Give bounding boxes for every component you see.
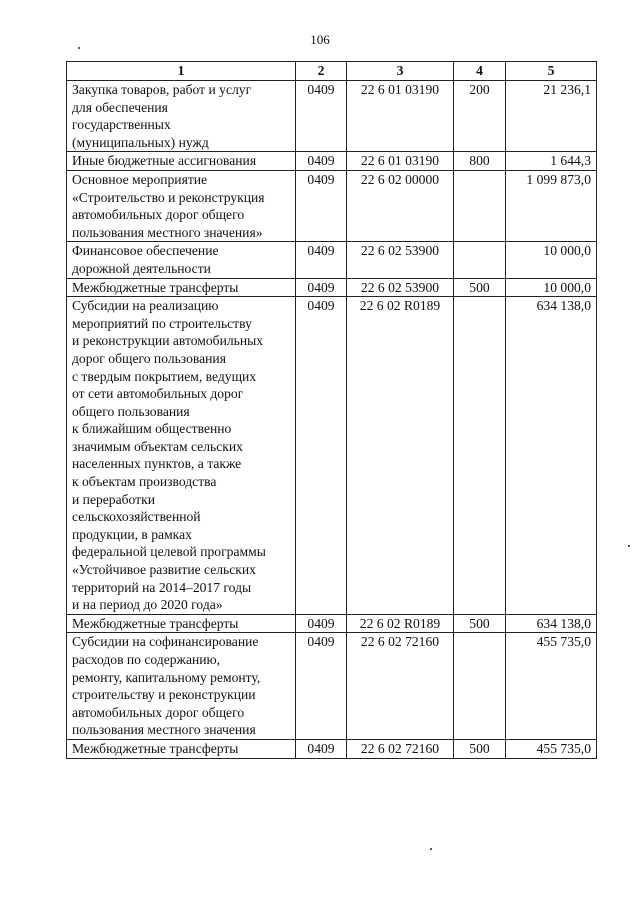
expense-name-cell (67, 81, 296, 152)
target-code-cell: 22 6 01 03190 (347, 81, 454, 152)
amount-cell: 634 138,0 (506, 297, 597, 615)
expense-name-cell (67, 278, 296, 297)
budget-table (66, 61, 597, 759)
expense-name-line: автомобильных дорог общего (72, 704, 245, 720)
expense-name-line: «Устойчивое развитие сельских (72, 562, 256, 578)
expense-type-cell: 500 (454, 278, 506, 297)
expense-name-cell (67, 739, 296, 758)
expense-name-line: федеральной целевой программы (72, 544, 266, 560)
header-col-3: 3 (347, 62, 454, 81)
expense-type-cell (454, 242, 506, 278)
header-col-1: 1 (67, 62, 296, 81)
expense-name-line: мероприятий по строительству (72, 315, 252, 331)
expense-name-line: пользования местного значения (72, 722, 256, 738)
header-col-5: 5 (506, 62, 597, 81)
header-col-4: 4 (454, 62, 506, 81)
section-code-cell: 0409 (296, 242, 347, 278)
scan-speck (628, 545, 630, 547)
expense-name-line: (муниципальных) нужд (72, 134, 209, 150)
expense-name-line: Закупка товаров, работ и услуг (72, 82, 252, 97)
expense-type-cell: 800 (454, 152, 506, 171)
section-code-cell: 0409 (296, 297, 347, 615)
expense-name-line: пользования местного значения» (72, 224, 263, 240)
amount-cell: 1 644,3 (506, 152, 597, 171)
amount-cell: 10 000,0 (506, 242, 597, 278)
expense-name-line: автомобильных дорог общего (72, 207, 245, 223)
section-code-cell: 0409 (296, 278, 347, 297)
table-row (67, 278, 597, 297)
expense-type-cell: 500 (454, 739, 506, 758)
expense-name-line: Межбюджетные трансферты (72, 279, 239, 295)
expense-name-line: продукции, в рамках (72, 526, 192, 542)
expense-name-line: от сети автомобильных дорог (72, 386, 244, 402)
header-row (67, 62, 597, 81)
section-code-cell: 0409 (296, 81, 347, 152)
expense-name-line: дорожной деятельности (72, 260, 211, 276)
page-number: 106 (310, 32, 330, 47)
target-code-cell: 22 6 02 72160 (347, 633, 454, 740)
target-code-cell: 22 6 02 53900 (347, 278, 454, 297)
table-header (67, 62, 597, 81)
expense-name-cell (67, 170, 296, 241)
table-row (67, 739, 597, 758)
expense-name-cell (67, 152, 296, 171)
expense-name-line: Основное мероприятие (72, 171, 208, 187)
expense-name-line: и реконструкции автомобильных (72, 333, 264, 349)
amount-cell: 10 000,0 (506, 278, 597, 297)
expense-name-line: с твердым покрытием, ведущих (72, 368, 257, 384)
amount-cell: 21 236,1 (506, 81, 597, 152)
expense-name-line: строительству и реконструкции (72, 687, 256, 703)
header-col-2: 2 (296, 62, 347, 81)
expense-name-line: государственных (72, 117, 171, 133)
expense-name-cell (67, 614, 296, 633)
target-code-cell: 22 6 01 03190 (347, 152, 454, 171)
table-row (67, 152, 597, 171)
expense-name-line: Межбюджетные трансферты (72, 740, 239, 756)
expense-name-cell (67, 242, 296, 278)
expense-name-line: для обеспечения (72, 99, 168, 115)
expense-type-cell (454, 170, 506, 241)
expense-name-line: к объектам производства (72, 474, 217, 490)
target-code-cell: 22 6 02 53900 (347, 242, 454, 278)
expense-type-cell (454, 633, 506, 740)
expense-type-cell: 500 (454, 614, 506, 633)
expense-name-line: Субсидии на реализацию (72, 298, 219, 314)
section-code-cell: 0409 (296, 152, 347, 171)
expense-name-line: населенных пунктов, а также (72, 456, 242, 472)
expense-name-line: ремонту, капитальному ремонту, (72, 669, 261, 685)
scan-speck (78, 47, 80, 49)
target-code-cell: 22 6 02 R0189 (347, 297, 454, 615)
table-row (67, 242, 597, 278)
expense-name-line: Иные бюджетные ассигнования (72, 153, 257, 169)
expense-name-line: территорий на 2014–2017 годы (72, 579, 252, 595)
expense-name-line: общего пользования (72, 403, 190, 419)
expense-name-line: и переработки (72, 491, 155, 507)
target-code-cell: 22 6 02 72160 (347, 739, 454, 758)
table-row (67, 633, 597, 740)
expense-name-cell (67, 633, 296, 740)
expense-name-line: и на период до 2020 года» (72, 597, 223, 613)
expense-type-cell (454, 297, 506, 615)
scan-speck (430, 848, 432, 850)
table-body (67, 81, 597, 759)
table-row (67, 170, 597, 241)
expense-type-cell: 200 (454, 81, 506, 152)
amount-cell: 455 735,0 (506, 633, 597, 740)
expense-name-cell (67, 297, 296, 615)
section-code-cell: 0409 (296, 614, 347, 633)
expense-name-line: дорог общего пользования (72, 350, 226, 366)
expense-name-line: Субсидии на софинансирование (72, 634, 259, 650)
expense-name-line: сельскохозяйственной (72, 509, 201, 525)
expense-name-line: «Строительство и реконструкция (72, 189, 265, 205)
expense-name-line: расходов по содержанию, (72, 652, 221, 667)
table-row (67, 297, 597, 615)
table-row (67, 614, 597, 633)
amount-cell: 634 138,0 (506, 614, 597, 633)
table-row (67, 81, 597, 152)
section-code-cell: 0409 (296, 170, 347, 241)
section-code-cell: 0409 (296, 633, 347, 740)
amount-cell: 1 099 873,0 (506, 170, 597, 241)
target-code-cell: 22 6 02 00000 (347, 170, 454, 241)
expense-name-line: Межбюджетные трансферты (72, 615, 239, 631)
target-code-cell: 22 6 02 R0189 (347, 614, 454, 633)
expense-name-line: к ближайшим общественно (72, 421, 232, 437)
expense-name-line: значимым объектам сельских (72, 438, 243, 454)
section-code-cell: 0409 (296, 739, 347, 758)
expense-name-line: Финансовое обеспечение (72, 243, 219, 259)
amount-cell: 455 735,0 (506, 739, 597, 758)
